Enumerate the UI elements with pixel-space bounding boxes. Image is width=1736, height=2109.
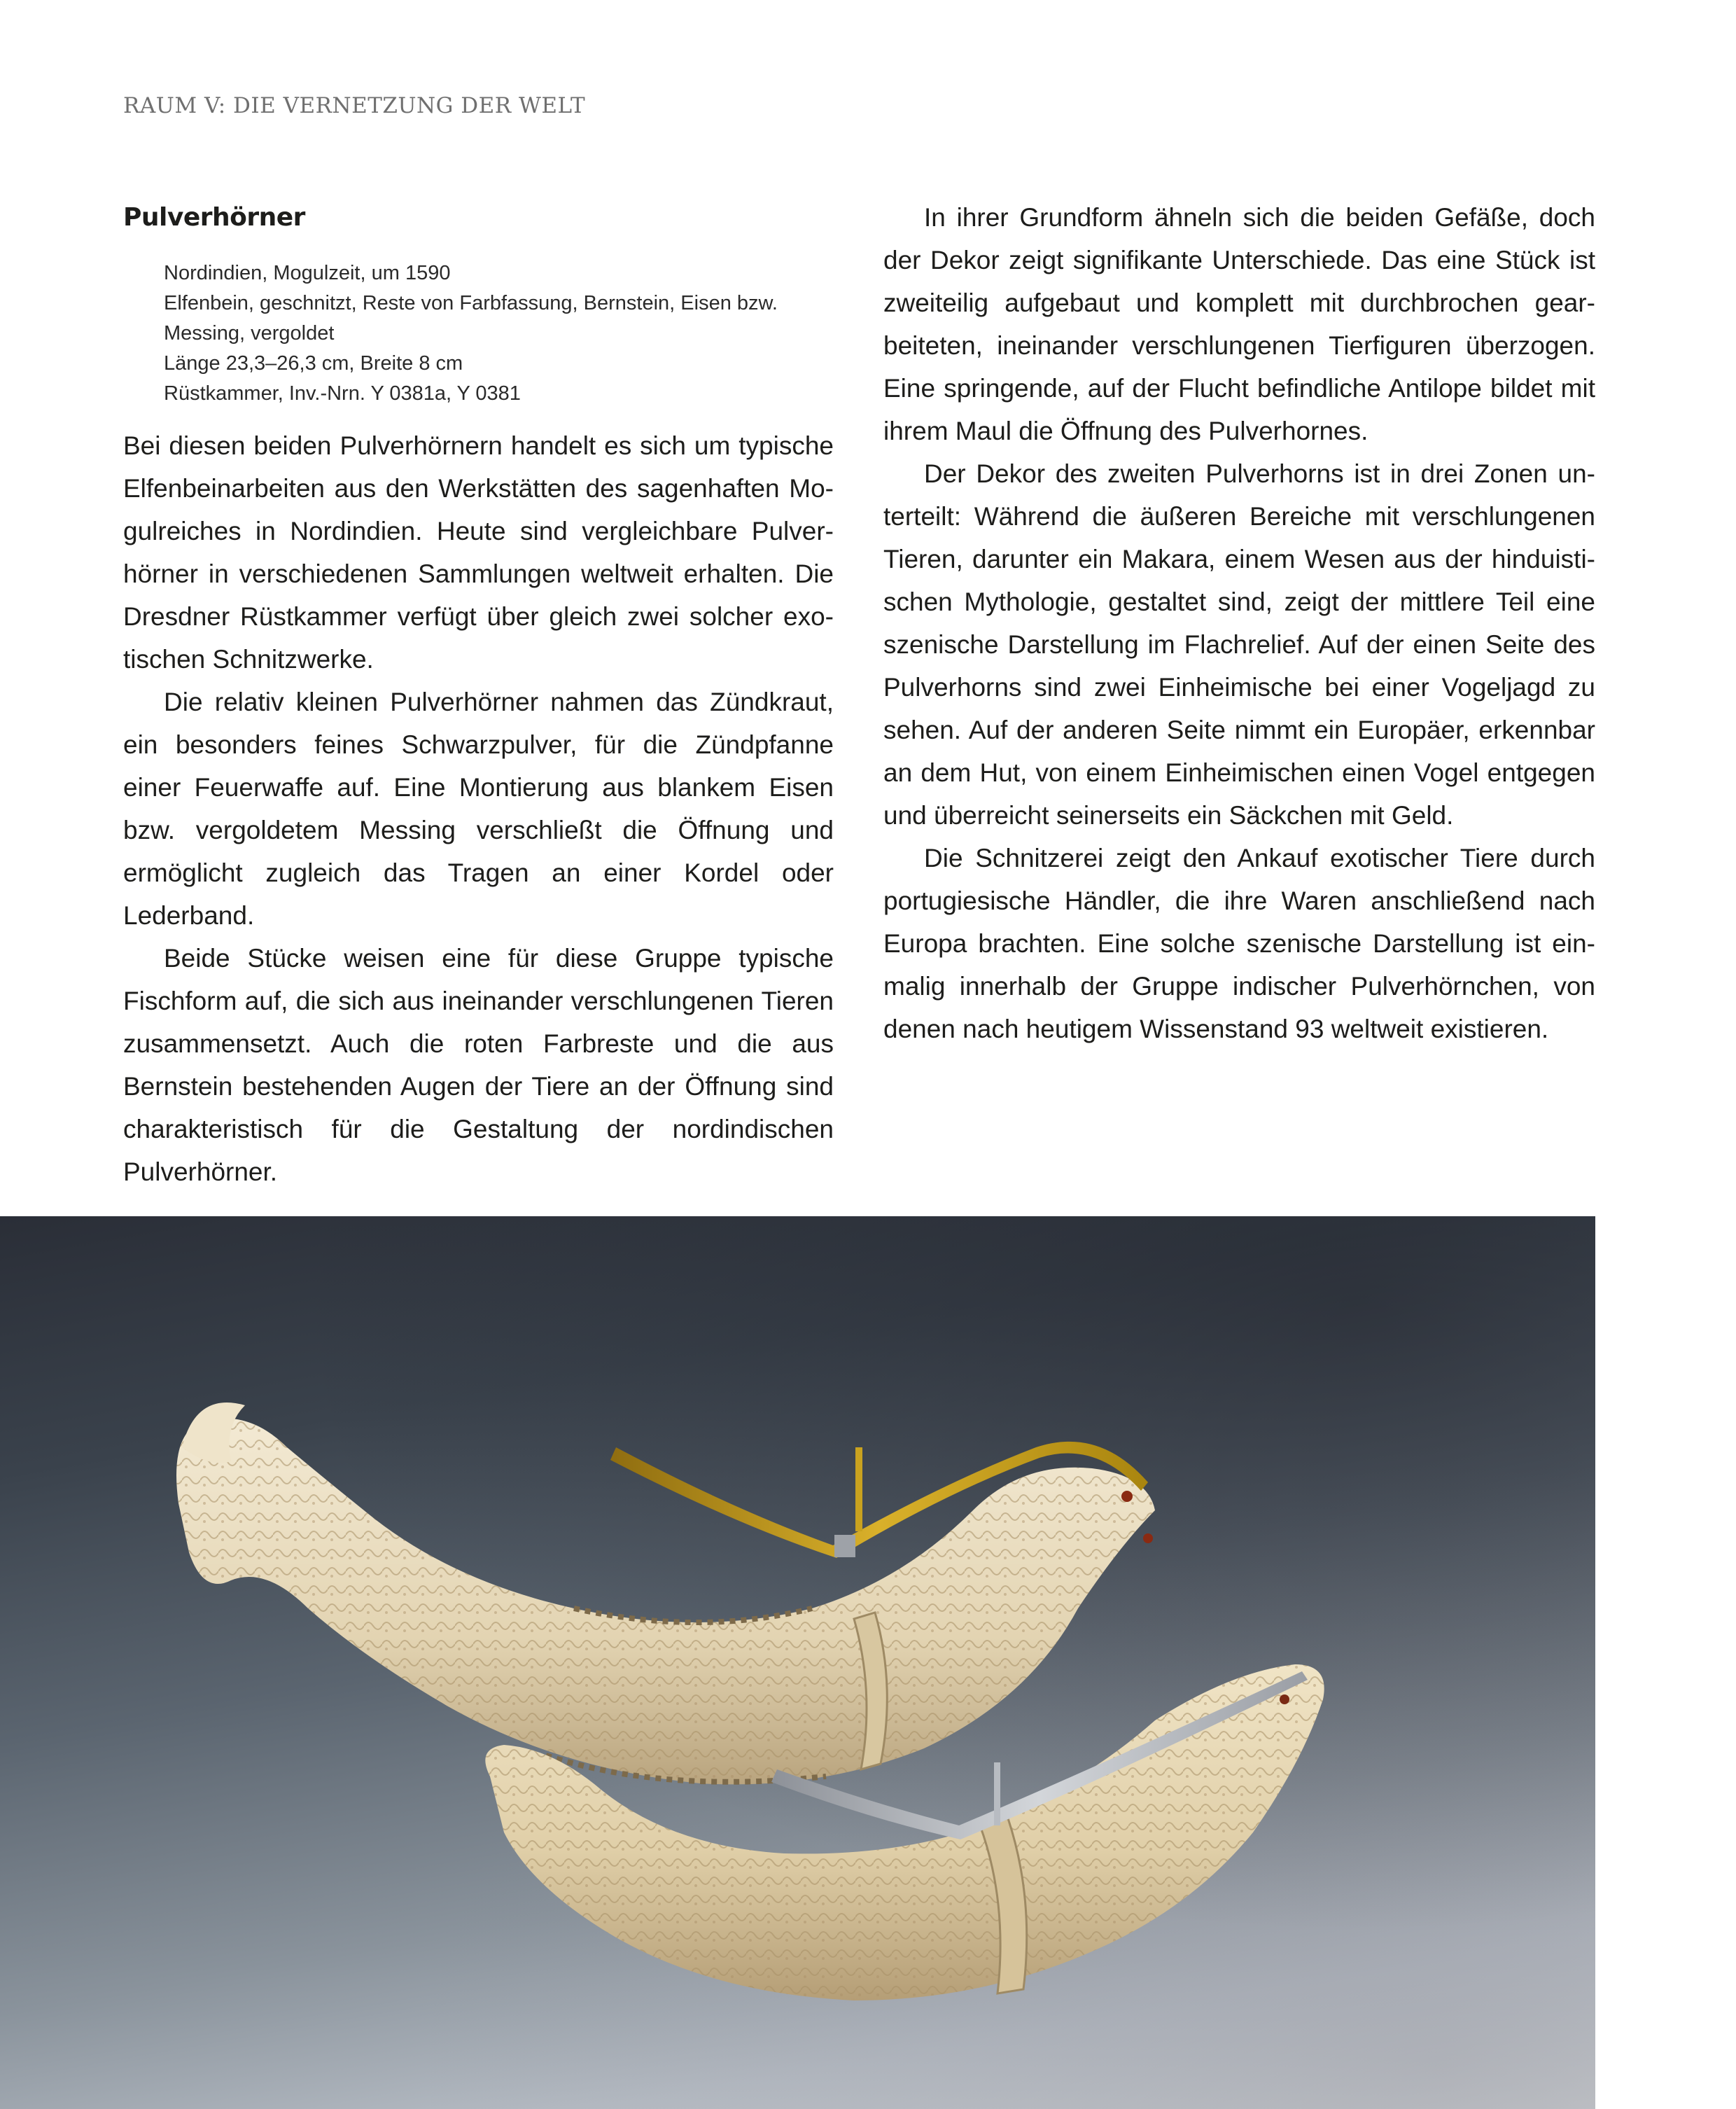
catalog-material: Elfenbein, geschnitzt, Reste von Farbfassung, Bernstein, Eisen bzw. [164, 292, 778, 314]
entry-title: Pulverhörner [123, 203, 305, 232]
paragraph: Beide Stücke weisen eine für diese Gruppe typische Fischform auf, die sich aus ineinander verschlungenen Tieren zusammensetzt. Auch die roten Farbreste und die aus Bernstein bestehenden Augen der Tiere an der Öffnung sind charakteristisch für die Gestaltung der nordindischen Pulverhörner. [123, 944, 834, 1186]
paragraph: Die relativ kleinen Pulverhörner nahmen das Zündkraut, ein besonders feines Schwarzpulver, für die Zündpfanne einer Feuerwaffe auf. Eine Montierung aus blankem Eisen bzw. vergoldetem Messing verschließt die Öffnung und ermöglicht zugleich das Tragen an einer Kordel oder Lederband. [123, 688, 834, 930]
amber-eye [1143, 1533, 1153, 1543]
left-column [123, 196, 834, 1193]
paragraph: Der Dekor des zweiten Pulverhorns ist in drei Zonen unterteilt: Während die äußeren Bereiche mit verschlungenen Tieren, darunter ein Makara, einem Wesen aus der hinduistischen Mythologie, gestaltet sind, zeigt der mittlere Teil eine szenische Darstellung im Flachrelief. Auf der einen Seite des Pulverhorns sind zwei Einheimische bei einer Vogeljagd zu sehen. Auf der anderen Seite nimmt ein Europäer, erkennbar an dem Hut, von einem Einheimischen einen Vogel entgegen und überreicht seinerseits ein Säckchen mit Geld. [883, 459, 1595, 830]
catalog-dimensions: Länge 23,3–26,3 cm, Breite 8 cm [164, 352, 463, 375]
catalog-inventory: Rüstkammer, Inv.-Nrn. Y 0381a, Y 0381 [164, 382, 521, 405]
catalog-info [164, 258, 834, 409]
iron-clasp [834, 1535, 855, 1557]
catalog-material-cont: Messing, vergoldet [164, 322, 335, 344]
upper-powder-horn [176, 1402, 1155, 1784]
paragraph: Bei diesen beiden Pulverhörnern handelt es sich um typische Elfenbeinarbeiten aus den Werkstätten des sagenhaften Mogulreiches in Nordindien. Heute sind vergleichbare Pulverhörner in verschiedenen Sammlungen weltweit erhalten. Die Dresdner Rüstkammer verfügt über gleich zwei solcher exotischen Schnitzwerke. [123, 431, 834, 674]
catalog-origin: Nordindien, Mogulzeit, um 1590 [164, 262, 451, 284]
silver-ring [994, 1762, 1000, 1825]
gold-ring [855, 1447, 862, 1531]
powder-horns-illustration [0, 1216, 1595, 2109]
running-head: RAUM V: DIE VERNETZUNG DER WELT [123, 93, 586, 118]
amber-eye [1121, 1491, 1133, 1502]
right-column [883, 196, 1595, 1050]
paragraph: Die Schnitzerei zeigt den Ankauf exotischer Tiere durch portugiesische Händler, die ihre Waren anschließend nach Europa brachten. Eine solche szenische Darstellung ist einmalig innerhalb der Gruppe indischer Pulverhörnchen, von denen nach heutigem Wissenstand 93 weltweit existieren. [883, 844, 1595, 1043]
paragraph: In ihrer Grundform ähneln sich die beiden Gefäße, doch der Dekor zeigt signifikante Unterschiede. Das eine Stück ist zweiteilig aufgebaut und komplett mit durchbrochen gearbeiteten, ineinander verschlungenen Tierfiguren überzogen. Eine springende, auf der Flucht befindliche Antilope bildet mit ihrem Maul die Öffnung des Pulverhornes. [883, 203, 1595, 445]
amber-eye [1280, 1694, 1289, 1704]
powder-horns-photo [0, 1216, 1595, 2109]
